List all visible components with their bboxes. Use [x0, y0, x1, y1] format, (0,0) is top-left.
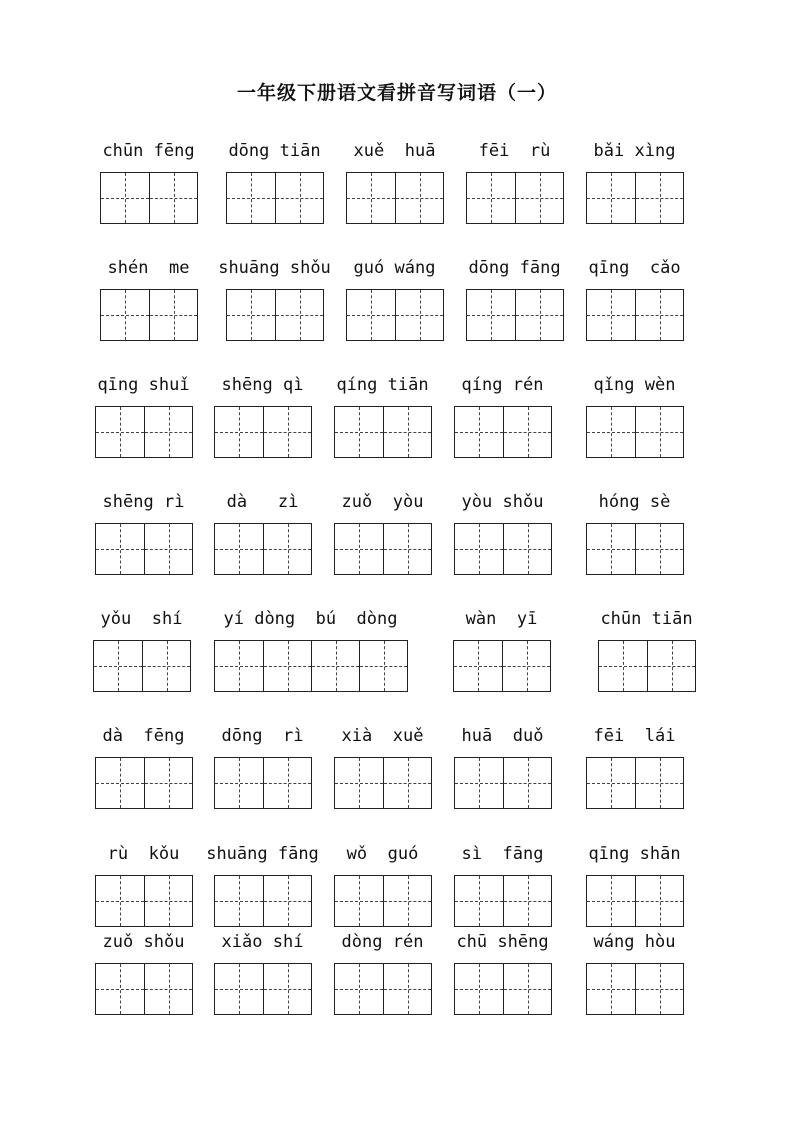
character-cell[interactable]	[635, 524, 683, 574]
character-cell[interactable]	[263, 964, 311, 1014]
exercise-row	[0, 608, 794, 718]
character-cell[interactable]	[383, 964, 431, 1014]
writing-grid[interactable]	[95, 875, 193, 927]
character-cell[interactable]	[263, 407, 311, 457]
pinyin-label: xuě huā	[353, 141, 436, 161]
character-cell[interactable]	[455, 876, 503, 926]
pinyin-label: rù kǒu	[107, 844, 180, 864]
writing-grid[interactable]	[586, 406, 684, 458]
character-cell[interactable]	[383, 758, 431, 808]
pinyin-label: chū shēng	[456, 932, 549, 952]
writing-grid[interactable]	[214, 963, 312, 1015]
pinyin-label: yǒu shí	[100, 609, 183, 629]
character-cell[interactable]	[587, 173, 635, 223]
character-cell[interactable]	[96, 876, 144, 926]
pinyin-label: dōng fāng	[468, 258, 561, 278]
character-cell[interactable]	[503, 876, 551, 926]
exercise-row	[0, 140, 794, 250]
writing-grid[interactable]	[214, 875, 312, 927]
character-cell[interactable]	[335, 524, 383, 574]
character-cell[interactable]	[587, 876, 635, 926]
writing-grid[interactable]	[334, 523, 432, 575]
writing-grid[interactable]	[586, 963, 684, 1015]
character-cell[interactable]	[335, 758, 383, 808]
character-cell[interactable]	[503, 524, 551, 574]
pinyin-label: qíng rén	[461, 375, 544, 395]
pinyin-label: yí dòng bú dòng	[223, 609, 398, 629]
pinyin-label: chūn tiān	[600, 609, 693, 629]
pinyin-label: shuāng fāng	[206, 844, 319, 864]
character-cell[interactable]	[215, 524, 263, 574]
character-cell[interactable]	[503, 407, 551, 457]
page-title: 一年级下册语文看拼音写词语（一）	[236, 82, 557, 104]
pinyin-label: qǐng wèn	[593, 375, 676, 395]
character-cell[interactable]	[144, 964, 192, 1014]
character-cell[interactable]	[96, 524, 144, 574]
character-cell[interactable]	[335, 407, 383, 457]
exercise-row	[0, 257, 794, 367]
writing-grid[interactable]	[95, 523, 193, 575]
writing-grid[interactable]	[95, 963, 193, 1015]
pinyin-label: xià xuě	[341, 726, 424, 746]
character-cell[interactable]	[455, 407, 503, 457]
character-cell[interactable]	[587, 758, 635, 808]
pinyin-label: wáng hòu	[593, 932, 676, 952]
character-cell[interactable]	[215, 964, 263, 1014]
character-cell[interactable]	[395, 290, 443, 340]
character-cell[interactable]	[215, 876, 263, 926]
pinyin-label: yòu shǒu	[461, 492, 544, 512]
writing-grid[interactable]	[586, 757, 684, 809]
character-cell[interactable]	[635, 758, 683, 808]
character-cell[interactable]	[263, 641, 311, 691]
writing-grid[interactable]	[226, 289, 324, 341]
pinyin-label: dà fēng	[102, 726, 185, 746]
character-cell[interactable]	[335, 876, 383, 926]
pinyin-label: qīng shuǐ	[97, 375, 190, 395]
pinyin-label: qīng shān	[588, 844, 681, 864]
pinyin-label: guó wáng	[353, 258, 436, 278]
pinyin-label: zuǒ shǒu	[102, 932, 185, 952]
writing-grid[interactable]	[226, 172, 324, 224]
writing-grid[interactable]	[334, 406, 432, 458]
writing-grid[interactable]	[214, 640, 408, 692]
writing-grid[interactable]	[214, 757, 312, 809]
character-cell[interactable]	[635, 964, 683, 1014]
writing-grid[interactable]	[334, 757, 432, 809]
character-cell[interactable]	[96, 407, 144, 457]
character-cell[interactable]	[587, 964, 635, 1014]
character-cell[interactable]	[144, 876, 192, 926]
writing-grid[interactable]	[454, 875, 552, 927]
character-cell[interactable]	[383, 407, 431, 457]
exercise-row	[0, 725, 794, 835]
character-cell[interactable]	[359, 641, 407, 691]
writing-grid[interactable]	[100, 172, 198, 224]
character-cell[interactable]	[503, 758, 551, 808]
character-cell[interactable]	[503, 964, 551, 1014]
character-cell[interactable]	[263, 524, 311, 574]
pinyin-label: wàn yī	[465, 609, 538, 629]
character-cell[interactable]	[275, 173, 323, 223]
writing-grid[interactable]	[214, 523, 312, 575]
writing-grid[interactable]	[454, 523, 552, 575]
exercise-row	[0, 931, 794, 1041]
pinyin-label: bǎi xìng	[593, 141, 676, 161]
character-cell[interactable]	[144, 407, 192, 457]
pinyin-label: chūn fēng	[102, 141, 195, 161]
character-cell[interactable]	[275, 290, 323, 340]
writing-grid[interactable]	[586, 289, 684, 341]
character-cell[interactable]	[215, 407, 263, 457]
pinyin-label: shuāng shǒu	[218, 258, 331, 278]
pinyin-label: dòng rén	[341, 932, 424, 952]
pinyin-label: huā duǒ	[461, 726, 544, 746]
character-cell[interactable]	[149, 173, 197, 223]
writing-grid[interactable]	[466, 289, 564, 341]
character-cell[interactable]	[347, 173, 395, 223]
character-cell[interactable]	[142, 641, 190, 691]
writing-grid[interactable]	[454, 406, 552, 458]
writing-grid[interactable]	[334, 875, 432, 927]
writing-grid[interactable]	[346, 289, 444, 341]
character-cell[interactable]	[149, 290, 197, 340]
character-cell[interactable]	[101, 173, 149, 223]
character-cell[interactable]	[515, 173, 563, 223]
writing-grid[interactable]	[454, 963, 552, 1015]
character-cell[interactable]	[94, 641, 142, 691]
character-cell[interactable]	[467, 290, 515, 340]
character-cell[interactable]	[215, 758, 263, 808]
character-cell[interactable]	[635, 290, 683, 340]
writing-grid[interactable]	[454, 757, 552, 809]
exercise-row	[0, 491, 794, 601]
character-cell[interactable]	[383, 524, 431, 574]
character-cell[interactable]	[454, 641, 502, 691]
character-cell[interactable]	[599, 641, 647, 691]
character-cell[interactable]	[311, 641, 359, 691]
pinyin-label: dà zì	[226, 492, 299, 512]
character-cell[interactable]	[263, 876, 311, 926]
character-cell[interactable]	[263, 758, 311, 808]
writing-grid[interactable]	[95, 757, 193, 809]
character-cell[interactable]	[455, 524, 503, 574]
writing-grid[interactable]	[93, 640, 191, 692]
pinyin-label: shén me	[107, 258, 190, 278]
pinyin-label: hóng sè	[598, 492, 671, 512]
character-cell[interactable]	[96, 964, 144, 1014]
pinyin-label: zuǒ yòu	[341, 492, 424, 512]
character-cell[interactable]	[101, 290, 149, 340]
pinyin-label: shēng rì	[102, 492, 185, 512]
character-cell[interactable]	[383, 876, 431, 926]
character-cell[interactable]	[395, 173, 443, 223]
writing-grid[interactable]	[95, 406, 193, 458]
pinyin-label: sì fāng	[461, 844, 544, 864]
character-cell[interactable]	[227, 290, 275, 340]
character-cell[interactable]	[347, 290, 395, 340]
character-cell[interactable]	[455, 758, 503, 808]
character-cell[interactable]	[635, 876, 683, 926]
character-cell[interactable]	[502, 641, 550, 691]
pinyin-label: shēng qì	[221, 375, 304, 395]
character-cell[interactable]	[96, 758, 144, 808]
character-cell[interactable]	[635, 407, 683, 457]
character-cell[interactable]	[587, 524, 635, 574]
pinyin-label: xiǎo shí	[221, 932, 304, 952]
writing-grid[interactable]	[598, 640, 696, 692]
writing-grid[interactable]	[586, 523, 684, 575]
character-cell[interactable]	[635, 173, 683, 223]
writing-grid[interactable]	[586, 172, 684, 224]
writing-grid[interactable]	[346, 172, 444, 224]
character-cell[interactable]	[455, 964, 503, 1014]
character-cell[interactable]	[587, 290, 635, 340]
character-cell[interactable]	[215, 641, 263, 691]
character-cell[interactable]	[515, 290, 563, 340]
writing-grid[interactable]	[453, 640, 551, 692]
pinyin-label: qīng cǎo	[588, 258, 681, 278]
exercise-row	[0, 374, 794, 484]
pinyin-label: dōng rì	[221, 726, 304, 746]
character-cell[interactable]	[335, 964, 383, 1014]
pinyin-label: qíng tiān	[336, 375, 429, 395]
character-cell[interactable]	[467, 173, 515, 223]
writing-grid[interactable]	[586, 875, 684, 927]
pinyin-label: dōng tiān	[228, 141, 321, 161]
pinyin-label: fēi lái	[593, 726, 676, 746]
writing-grid[interactable]	[214, 406, 312, 458]
writing-grid[interactable]	[334, 963, 432, 1015]
character-cell[interactable]	[144, 524, 192, 574]
writing-grid[interactable]	[466, 172, 564, 224]
character-cell[interactable]	[227, 173, 275, 223]
character-cell[interactable]	[647, 641, 695, 691]
writing-grid[interactable]	[100, 289, 198, 341]
character-cell[interactable]	[587, 407, 635, 457]
pinyin-label: wǒ guó	[346, 844, 419, 864]
pinyin-label: fēi rù	[478, 141, 551, 161]
character-cell[interactable]	[144, 758, 192, 808]
